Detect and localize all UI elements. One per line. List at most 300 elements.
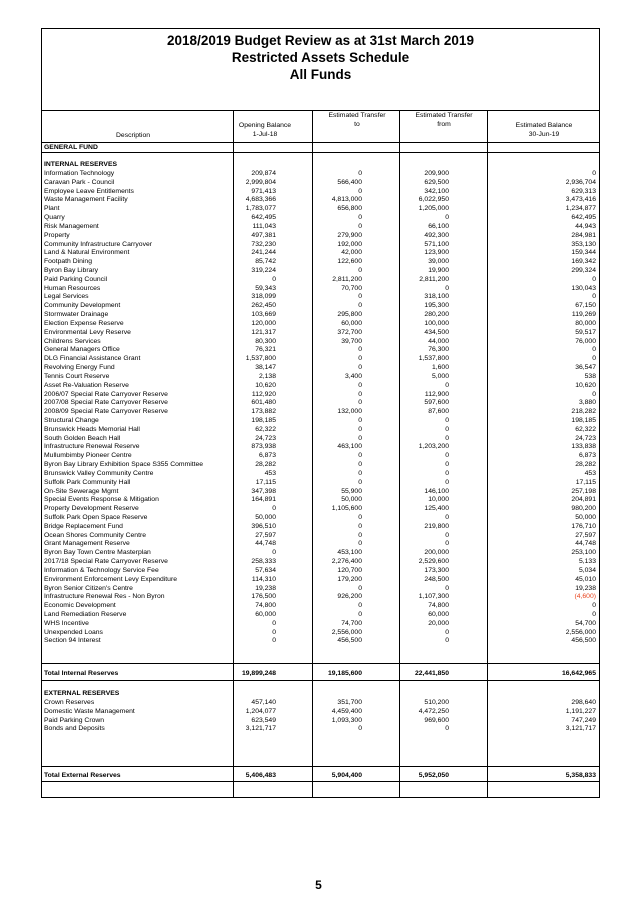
reserve-row	[42, 619, 599, 628]
reserve-row	[42, 539, 599, 548]
reserve-name: Infrastructure Renewal Reserve	[44, 443, 140, 451]
reserve-name: 2017/18 Special Rate Carryover Reserve	[44, 558, 168, 566]
reserve-value: 0	[592, 170, 596, 177]
reserve-value: 597,600	[424, 399, 449, 407]
reserve-value: 173,300	[424, 566, 449, 574]
reserve-value: 103,669	[251, 311, 276, 319]
reserve-value: 44,748	[255, 540, 276, 548]
reserve-value: 0	[358, 293, 362, 301]
reserve-value: 60,000	[255, 611, 276, 618]
reserve-value: 0	[358, 469, 362, 477]
reserve-name: Quarry	[44, 214, 65, 222]
reserve-value: 38,147	[255, 364, 276, 372]
reserve-name: Childrens Services	[44, 337, 101, 345]
reserve-row	[42, 636, 599, 645]
reserve-value: 0	[358, 187, 362, 195]
reserve-name: Paid Parking Council	[44, 275, 108, 283]
reserve-name: Infrastructure Renewal Res - Non Byron	[44, 593, 165, 601]
reserve-name: Environmental Levy Reserve	[44, 328, 131, 336]
reserve-row	[42, 504, 599, 513]
reserve-value: 119,269	[571, 311, 596, 319]
reserve-row	[42, 592, 599, 601]
reserve-value: 112,900	[424, 390, 449, 398]
reserve-value: 20,000	[428, 619, 449, 627]
col-transfer-from-label: Estimated Transfer	[415, 112, 473, 119]
reserve-value: 19,238	[575, 584, 596, 592]
reserve-name: 2008/09 Special Rate Carryover Reserve	[44, 408, 168, 416]
reserve-row	[42, 442, 599, 451]
column-header	[42, 111, 599, 142]
reserve-value: 3,121,717	[245, 725, 276, 733]
reserve-value: 0	[445, 434, 449, 442]
reserve-value: 1,105,600	[331, 505, 362, 513]
restricted-assets-schedule	[41, 28, 600, 798]
reserve-value: 2,811,200	[332, 275, 362, 283]
reserve-value: 453,100	[337, 549, 362, 557]
reserve-value: 0	[592, 602, 596, 610]
reserve-value: 0	[358, 478, 362, 486]
reserve-value: 70,700	[341, 284, 362, 292]
reserve-row	[42, 601, 599, 610]
reserve-value: 571,100	[424, 240, 449, 248]
reserve-value: 456,500	[337, 637, 362, 645]
reserve-value: 2,138	[258, 372, 276, 380]
reserve-value: 24,723	[255, 434, 276, 442]
reserve-value: 2,529,600	[418, 558, 449, 566]
reserve-value: 132,000	[337, 408, 362, 416]
reserve-value: 76,300	[428, 346, 449, 354]
reserve-value: 1,203,200	[418, 443, 449, 451]
reserve-value: 1,600	[431, 364, 449, 372]
reserve-value: 4,472,250	[418, 707, 449, 715]
reserve-name: Property Development Reserve	[44, 505, 139, 513]
reserve-value: 45,010	[575, 575, 596, 583]
reserve-name: Paid Parking Crown	[44, 716, 105, 724]
reserve-value: (4,600)	[574, 593, 596, 601]
reserve-value: 318,099	[251, 293, 276, 301]
reserve-row	[42, 707, 599, 716]
reserve-value: 732,230	[251, 240, 276, 248]
reserve-name: Brunswick Valley Community Centre	[44, 469, 154, 477]
reserve-value: 2,999,804	[245, 178, 276, 186]
reserve-value: 123,900	[424, 249, 449, 257]
reserve-row	[42, 257, 599, 266]
reserve-value: 257,198	[571, 487, 596, 495]
reserve-value: 453	[584, 469, 596, 477]
reserve-value: 642,495	[571, 214, 596, 222]
reserve-value: 0	[358, 214, 362, 222]
internal-total-row: Total Internal Reserves 19,899,248 19,185,600 22,441,850 16,642,965	[44, 670, 596, 677]
reserve-value: 347,398	[251, 487, 276, 495]
reserve-row	[42, 416, 599, 425]
reserve-row	[42, 169, 599, 178]
reserve-name: Environment Enforcement Levy Expenditure	[44, 575, 177, 583]
reserve-value: 1,234,877	[565, 205, 596, 213]
reserve-value: 218,282	[571, 408, 596, 416]
reserve-value: 0	[358, 222, 362, 230]
reserve-row	[42, 266, 599, 275]
reserve-name: Asset Re-Valuation Reserve	[44, 381, 129, 389]
reserve-name: Election Expense Reserve	[44, 319, 124, 327]
col-transfer-to-label: Estimated Transfer	[328, 112, 386, 119]
reserve-name: Tennis Court Reserve	[44, 372, 110, 380]
reserve-value: 0	[358, 461, 362, 469]
reserve-value: 112,920	[251, 390, 276, 398]
reserve-value: 0	[445, 540, 449, 548]
reserve-value: 0	[445, 416, 449, 424]
reserve-name: Crown Reserves	[44, 699, 95, 706]
reserve-value: 262,450	[251, 302, 276, 310]
reserve-value: 0	[272, 628, 276, 636]
col-opening-date: 1-Jul-18	[252, 131, 278, 138]
reserve-name: Footpath Dining	[44, 258, 92, 266]
report-scope: All Funds	[289, 67, 352, 82]
reserve-value: 0	[358, 584, 362, 592]
reserve-value: 164,891	[251, 496, 276, 504]
reserve-value: 6,873	[258, 452, 276, 460]
reserve-row	[42, 698, 599, 707]
reserve-name: Special Events Response & Mitigation	[44, 496, 159, 504]
reserve-value: 0	[445, 725, 449, 733]
reserve-value: 28,282	[575, 461, 596, 469]
reserve-value: 17,115	[575, 478, 596, 486]
reserve-value: 74,700	[341, 619, 362, 627]
reserve-row	[42, 390, 599, 399]
reserve-row	[42, 231, 599, 240]
reserve-name: Structural Change	[44, 416, 99, 424]
reserve-row	[42, 381, 599, 390]
report-title: 2018/2019 Budget Review as at 31st March 2019	[167, 33, 474, 48]
reserve-value: 1,191,227	[565, 707, 596, 715]
reserve-name: Waste Management Facility	[44, 196, 128, 204]
col-transfer-to-sub: to	[354, 121, 360, 128]
reserve-value: 656,800	[337, 205, 362, 213]
reserve-value: 19,900	[428, 267, 449, 275]
reserve-name: Bonds and Deposits	[44, 725, 105, 733]
reserve-name: DLG Financial Assistance Grant	[44, 355, 141, 363]
reserve-value: 280,200	[424, 311, 449, 319]
reserve-row	[42, 275, 599, 284]
reserve-row	[42, 240, 599, 249]
reserve-name: Community Development	[44, 302, 121, 310]
reserve-row	[42, 469, 599, 478]
reserve-row	[42, 345, 599, 354]
reserve-row	[42, 222, 599, 231]
reserve-value: 457,140	[251, 699, 276, 706]
reserve-row	[42, 337, 599, 346]
reserve-name: Revolving Energy Fund	[44, 364, 115, 372]
reserve-row	[42, 434, 599, 443]
reserve-value: 3,880	[578, 399, 596, 407]
reserve-value: 67,150	[575, 302, 596, 310]
reserve-value: 284,981	[571, 231, 596, 239]
reserve-name: Land Remediation Reserve	[44, 611, 127, 618]
reserve-value: 5,000	[431, 372, 449, 380]
reserve-value: 0	[445, 637, 449, 645]
reserve-value: 192,000	[337, 240, 362, 248]
reserve-name: Suffolk Park Open Space Reserve	[44, 513, 148, 521]
reserve-value: 342,100	[424, 187, 449, 195]
reserve-row	[42, 363, 599, 372]
reserve-name: Ocean Shores Community Centre	[44, 531, 146, 539]
reserve-name: Risk Management	[44, 222, 99, 230]
reserve-row	[42, 548, 599, 557]
reserve-row	[42, 425, 599, 434]
reserve-value: 747,249	[571, 716, 596, 724]
reserve-value: 318,100	[424, 293, 449, 301]
reserve-value: 0	[358, 522, 362, 530]
reserve-row	[42, 301, 599, 310]
external-reserves-heading: EXTERNAL RESERVES	[44, 690, 120, 697]
reserve-value: 497,381	[251, 231, 276, 239]
reserve-value: 76,321	[255, 346, 276, 354]
reserve-row	[42, 178, 599, 187]
reserve-value: 279,900	[337, 231, 362, 239]
reserve-value: 0	[358, 725, 362, 733]
reserve-value: 76,000	[575, 337, 596, 345]
reserve-value: 179,200	[337, 575, 362, 583]
reserve-value: 60,000	[428, 611, 449, 618]
reserve-value: 642,495	[251, 214, 276, 222]
reserve-value: 0	[592, 390, 596, 398]
reserve-row	[42, 398, 599, 407]
reserve-value: 1,783,077	[245, 205, 276, 213]
reserve-value: 0	[445, 425, 449, 433]
reserve-value: 44,748	[575, 540, 596, 548]
col-transfer-from-sub: from	[437, 121, 451, 128]
reserve-value: 0	[358, 302, 362, 310]
reserve-value: 353,130	[571, 240, 596, 248]
reserve-name: WHS Incentive	[44, 619, 89, 627]
reserve-value: 0	[272, 505, 276, 513]
reserve-value: 27,597	[255, 531, 276, 539]
reserve-value: 59,343	[255, 284, 276, 292]
reserve-value: 0	[445, 284, 449, 292]
reserve-value: 87,600	[428, 408, 449, 416]
reserve-value: 492,300	[424, 231, 449, 239]
reserve-value: 54,700	[575, 619, 596, 627]
reserve-value: 0	[592, 611, 596, 618]
reserve-name: Information & Technology Service Fee	[44, 566, 159, 574]
reserve-name: Byron Senior Citizen's Centre	[44, 584, 133, 592]
reserve-row	[42, 328, 599, 337]
reserve-value: 1,093,300	[331, 716, 362, 724]
reserve-value: 253,100	[571, 549, 596, 557]
col-description: Description	[116, 132, 150, 139]
reserve-value: 0	[445, 478, 449, 486]
internal-reserves-heading: INTERNAL RESERVES	[44, 161, 118, 168]
reserve-row	[42, 522, 599, 531]
reserve-value: 456,500	[571, 637, 596, 645]
external-total-bottom-rule	[42, 781, 599, 782]
reserve-value: 60,000	[341, 319, 362, 327]
reserve-value: 295,800	[337, 311, 362, 319]
reserve-value: 39,700	[341, 337, 362, 345]
reserve-value: 0	[358, 416, 362, 424]
reserve-value: 19,238	[255, 584, 276, 592]
reserve-value: 120,000	[251, 319, 276, 327]
reserve-row	[42, 487, 599, 496]
reserve-name: 2006/07 Special Rate Carryover Reserve	[44, 390, 168, 398]
reserve-value: 0	[358, 540, 362, 548]
reserve-value: 50,000	[575, 513, 596, 521]
reserve-name: Byron Bay Library	[44, 267, 99, 275]
page-number: 5	[315, 878, 322, 892]
general-fund-rule	[42, 152, 599, 153]
reserve-value: 0	[445, 584, 449, 592]
reserve-value: 319,224	[251, 267, 276, 275]
reserve-value: 5,133	[578, 558, 596, 566]
reserve-value: 6,022,950	[418, 196, 449, 204]
reserve-value: 121,317	[251, 328, 276, 336]
reserve-value: 146,100	[424, 487, 449, 495]
reserve-value: 629,500	[424, 178, 449, 186]
reserve-value: 969,600	[424, 716, 449, 724]
reserve-name: Plant	[44, 205, 60, 213]
reserve-value: 24,723	[575, 434, 596, 442]
reserve-value: 4,459,400	[331, 707, 362, 715]
reserve-row	[42, 557, 599, 566]
reserve-value: 926,200	[337, 593, 362, 601]
reserve-value: 219,800	[424, 522, 449, 530]
reserve-value: 204,891	[571, 496, 596, 504]
reserve-value: 298,640	[571, 699, 596, 706]
reserve-value: 74,800	[428, 602, 449, 610]
reserve-row	[42, 284, 599, 293]
reserve-row	[42, 460, 599, 469]
reserve-value: 27,597	[575, 531, 596, 539]
reserve-row	[42, 495, 599, 504]
reserve-value: 2,936,704	[565, 178, 596, 186]
reserve-value: 0	[358, 531, 362, 539]
reserve-row	[42, 628, 599, 637]
reserve-name: Caravan Park - Council	[44, 178, 115, 186]
reserve-value: 176,500	[251, 593, 276, 601]
reserve-row	[42, 204, 599, 213]
reserve-name: Domestic Waste Management	[44, 707, 135, 715]
reserve-value: 0	[445, 461, 449, 469]
col-estimated-date: 30-Jun-19	[528, 131, 560, 138]
reserve-value: 1,537,800	[245, 355, 276, 363]
reserve-value: 4,813,000	[331, 196, 362, 204]
reserve-value: 971,413	[251, 187, 276, 195]
reserve-value: 0	[592, 275, 596, 283]
reserve-row	[42, 575, 599, 584]
reserve-value: 980,200	[571, 505, 596, 513]
reserve-row	[42, 195, 599, 204]
reserve-value: 434,500	[424, 328, 449, 336]
reserve-row	[42, 724, 599, 733]
reserve-value: 0	[272, 619, 276, 627]
reserve-value: 873,938	[251, 443, 276, 451]
reserve-name: Grant Management Reserve	[44, 540, 130, 548]
reserve-value: 159,344	[571, 249, 596, 257]
reserve-value: 50,000	[341, 496, 362, 504]
col-estimated-label: Estimated Balance	[515, 122, 573, 129]
reserve-value: 351,700	[337, 699, 362, 706]
reserve-row	[42, 407, 599, 416]
reserve-value: 80,000	[575, 319, 596, 327]
reserve-name: Section 94 Interest	[44, 637, 101, 645]
external-total-row: Total External Reserves 5,406,483 5,904,400 5,952,050 5,358,833	[44, 772, 596, 779]
reserve-value: 0	[592, 293, 596, 301]
reserve-value: 623,549	[251, 716, 276, 724]
reserve-row	[42, 248, 599, 257]
reserve-value: 6,873	[578, 452, 596, 460]
reserve-name: General Managers Office	[44, 346, 120, 354]
reserve-value: 0	[358, 425, 362, 433]
reserve-row	[42, 584, 599, 593]
reserve-value: 372,700	[337, 328, 362, 336]
reserve-value: 0	[445, 214, 449, 222]
reserve-value: 0	[445, 452, 449, 460]
reserve-value: 0	[358, 399, 362, 407]
internal-total-bottom-rule	[42, 680, 599, 681]
col-opening-label: Opening Balance	[238, 122, 292, 129]
reserve-value: 463,100	[337, 443, 362, 451]
reserve-value: 17,115	[255, 478, 276, 486]
reserve-name: Information Technology	[44, 170, 115, 177]
reserve-name: Suffolk Park Community Hall	[44, 478, 131, 486]
reserve-value: 0	[445, 381, 449, 389]
reserve-value: 0	[445, 469, 449, 477]
reserve-value: 111,043	[252, 222, 276, 230]
reserve-value: 39,000	[428, 258, 449, 266]
reserve-name: Byron Bay Library Exhibition Space S355 Committee	[44, 461, 204, 469]
reserve-row	[42, 513, 599, 522]
reserve-value: 629,313	[571, 187, 596, 195]
reserve-value: 209,874	[251, 170, 276, 177]
reserve-value: 0	[445, 513, 449, 521]
reserve-name: 2007/08 Special Rate Carryover Reserve	[44, 399, 168, 407]
reserve-row	[42, 451, 599, 460]
reserve-value: 57,634	[255, 566, 276, 574]
reserve-row	[42, 213, 599, 222]
reserve-value: 601,480	[251, 399, 276, 407]
reserve-value: 195,300	[424, 302, 449, 310]
reserve-value: 3,400	[344, 372, 362, 380]
reserve-value: 42,000	[341, 249, 362, 257]
reserve-value: 66,100	[428, 222, 449, 230]
reserve-value: 44,000	[428, 337, 449, 345]
reserve-value: 0	[445, 628, 449, 636]
reserve-row	[42, 310, 599, 319]
reserve-value: 3,121,717	[565, 725, 596, 733]
reserve-name: Human Resources	[44, 284, 101, 292]
report-subtitle: Restricted Assets Schedule	[231, 50, 410, 65]
reserve-row	[42, 187, 599, 196]
reserve-value: 200,000	[424, 549, 449, 557]
reserve-value: 0	[358, 381, 362, 389]
reserve-value: 114,310	[251, 575, 276, 583]
reserve-value: 44,943	[575, 222, 596, 230]
reserve-value: 0	[358, 390, 362, 398]
internal-total-top-rule	[42, 663, 599, 664]
reserve-value: 299,324	[571, 267, 596, 275]
reserve-row	[42, 478, 599, 487]
reserve-name: On-Site Sewerage Mgmt	[44, 487, 119, 495]
reserve-row	[42, 610, 599, 619]
reserve-value: 130,043	[571, 284, 596, 292]
reserve-value: 209,900	[424, 170, 449, 177]
reserve-value: 74,800	[255, 602, 276, 610]
reserve-name: Employee Leave Entitlements	[44, 187, 134, 195]
reserve-value: 241,244	[251, 249, 276, 257]
reserve-value: 85,742	[255, 258, 276, 266]
reserve-value: 396,510	[251, 522, 276, 530]
reserve-value: 0	[272, 275, 276, 283]
reserve-value: 10,620	[255, 381, 276, 389]
